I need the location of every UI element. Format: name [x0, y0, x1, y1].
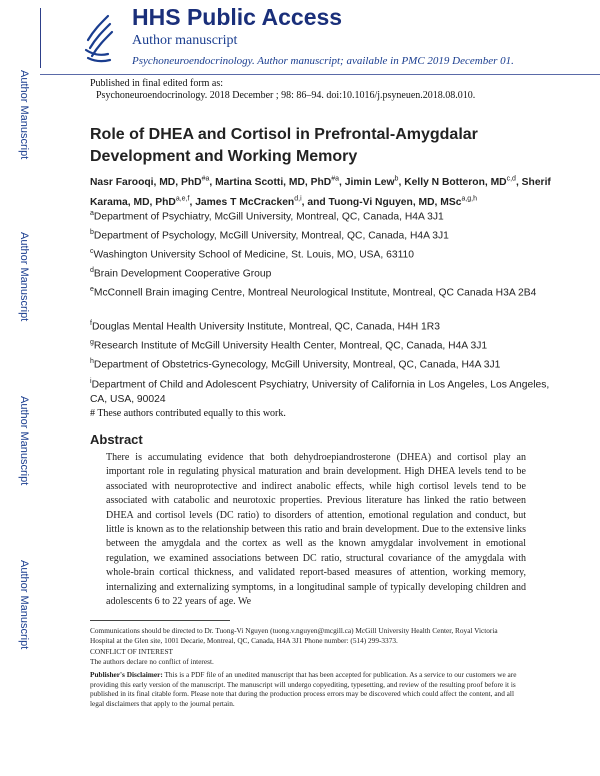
- abstract-heading: Abstract: [90, 432, 143, 447]
- author-3: Jimin Lew$^b$,: [344, 176, 405, 189]
- article-title: Role of DHEA and Cortisol in Prefrontal-Amygdalar Development and Working Memory: [90, 126, 478, 165]
- author-6: James T McCracken$^{d,i}$,: [195, 195, 308, 208]
- author-1: Nasr Farooqi, MD, PhD$^{\#a}$,: [90, 176, 216, 189]
- affiliation-i: $^i$Department of Child and Adolescent Psychiatry, University of California in Los Angeles, Los Angeles, CA, USA, 90024: [90, 378, 550, 406]
- correspondence-footnote: Communications should be directed to Dr. Tuong-Vi Nguyen (tuong.v.nguyen@mcgill.ca) McGill University Health Center, Royal Victoria Hospital at the Glen site, 1001 Decarie, Montreal, QC, Canada, H4A 3J1 Phone number: (514) 299-3373.: [90, 626, 498, 645]
- side-label-3: Author Manuscript: [18, 396, 30, 486]
- affiliation-g: $^g$Research Institute of McGill University Health Center, Montreal, QC, Canada, H4A 3J1: [90, 339, 488, 352]
- published-label: Published in final edited form as:: [90, 78, 224, 89]
- affiliation-d: $^d$Brain Development Cooperative Group: [90, 267, 272, 280]
- author-2: Martina Scotti, MD, PhD$^{\#a}$,: [215, 176, 345, 189]
- disclaimer-label: Publisher's Disclaimer:: [90, 670, 163, 679]
- hhs-citation-text: Psychoneuroendocrinology. Author manuscript; available in PMC 2019 December 01.: [132, 55, 514, 67]
- published-citation: Psychoneuroendocrinology. 2018 December ; 98: 86–94. doi:10.1016/j.psyneuen.2018.08.010.: [96, 90, 476, 101]
- author-7: and Tuong-Vi Nguyen, MD, MSc$^{a,g,h}$: [307, 195, 478, 208]
- affiliation-h: $^h$Department of Obstetrics-Gynecology, McGill University, Montreal, QC, Canada, H4A 3J1: [90, 358, 501, 371]
- side-label-4: Author Manuscript: [18, 560, 30, 650]
- author-4: Kelly N Botteron, MD$^{c,d}$,: [404, 176, 522, 189]
- side-label-2: Author Manuscript: [18, 232, 30, 322]
- header-divider: [40, 8, 41, 68]
- hhs-title: HHS Public Access: [132, 4, 343, 30]
- header-rule: [40, 74, 600, 75]
- author-5: Sherif Karama, MD, PhD$^{a,e,f}$,: [90, 177, 551, 208]
- publisher-disclaimer: [90, 670, 520, 708]
- affiliation-a: $^a$Department of Psychiatry, McGill University, Montreal, QC, Canada, H4A 3J1: [90, 210, 444, 223]
- affiliation-c: $^c$Washington University School of Medicine, St. Louis, MO, USA, 63110: [90, 248, 414, 261]
- disclaimer-text: This is a PDF file of an unedited manuscript that has been accepted for publication. As a service to our customers we are providing this early version of the manuscript. The manuscript will undergo copyediting, typesetting, and review of the resulting proof before it is published in its final citable form. Please note that during the production process errors may be discovered which could affect the content, and all legal disclaimers that apply to the journal pertain.: [90, 670, 517, 708]
- conflict-heading: CONFLICT OF INTEREST: [90, 647, 173, 656]
- affiliation-f: $^f$Douglas Mental Health University Institute, Montreal, QC, Canada, H4H 1R3: [90, 320, 440, 333]
- side-label-1: Author Manuscript: [18, 70, 30, 160]
- hhs-citation: [132, 55, 514, 67]
- affiliation-e: $^e$McConnell Brain imaging Centre, Montreal Neurological Institute, Montreal, QC Canada H3A 2B4: [90, 286, 537, 299]
- equal-contribution-note: # These authors contributed equally to this work.: [90, 408, 286, 419]
- affiliation-b: $^b$Department of Psychology, McGill University, Montreal, QC, Canada, H4A 3J1: [90, 229, 449, 242]
- conflict-text: The authors declare no conflict of interest.: [90, 657, 214, 666]
- hhs-subtitle: Author manuscript: [132, 33, 238, 48]
- footnote-rule: [90, 620, 230, 621]
- hhs-eagle-logo-icon: [78, 10, 120, 68]
- abstract-text: There is accumulating evidence that both dehydroepiandrosterone (DHEA) and cortisol play an important role in regulating physical maturation and brain development. High DHEA levels tend to be associated with neuroprotective and indirect anabolic effects, while high cortisol levels tend to be associated with catabolic and neurotoxic properties. Previous literature has linked the ratio between DHEA and cortisol levels (DC ratio) to disorders of attention, emotional regulation and conduct, but little is known as to the relationship between this ratio and brain development. Due to the extensive links between the amygdala and the cortex as well as the known amygdalar involvement in emotional regulation, we examined associations between DC ratio, structural covariance of the amygdala with whole-brain cortical thickness, and validated report-based measures of attention, working memory, internalizing and externalizing symptoms, in a longitudinal sample of typically developing children and adolescents 6 to 22 years of age. We: [106, 452, 526, 608]
